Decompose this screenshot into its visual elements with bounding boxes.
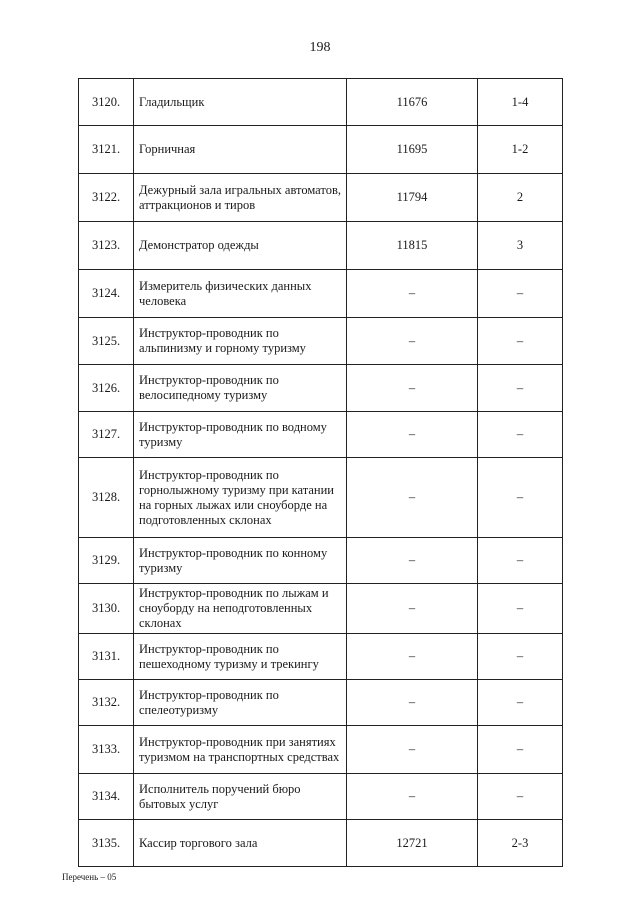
table-row (79, 774, 563, 820)
table-row (79, 174, 563, 222)
qualification-class: 1-2 (478, 126, 563, 174)
qualification-class: 1-4 (478, 79, 563, 126)
table-row (79, 222, 563, 270)
row-number: 3129. (79, 538, 134, 584)
qualification-class: – (478, 458, 563, 538)
qualification-class: – (478, 774, 563, 820)
qualification-class: – (478, 318, 563, 365)
table-row (79, 270, 563, 318)
profession-code: – (347, 584, 478, 634)
profession-name: Инструктор-проводник по альпинизму и горному туризму (134, 318, 347, 365)
profession-code: – (347, 634, 478, 680)
qualification-class: – (478, 412, 563, 458)
row-number: 3134. (79, 774, 134, 820)
table-row (79, 584, 563, 634)
profession-name: Дежурный зала игральных автоматов, аттракционов и тиров (134, 174, 347, 222)
row-number: 3128. (79, 458, 134, 538)
row-number: 3120. (79, 79, 134, 126)
row-number: 3122. (79, 174, 134, 222)
table-row (79, 538, 563, 584)
profession-name: Инструктор-проводник при занятиях туризмом на транспортных средствах (134, 726, 347, 774)
profession-code: – (347, 412, 478, 458)
qualification-class: – (478, 365, 563, 412)
profession-code: – (347, 774, 478, 820)
table-row (79, 318, 563, 365)
profession-name: Инструктор-проводник по лыжам и сноуборду на неподготовленных склонах (134, 584, 347, 634)
profession-code: – (347, 726, 478, 774)
qualification-class: – (478, 270, 563, 318)
row-number: 3126. (79, 365, 134, 412)
row-number: 3135. (79, 820, 134, 867)
profession-code: – (347, 365, 478, 412)
profession-name: Горничная (134, 126, 347, 174)
profession-name: Инструктор-проводник по спелеотуризму (134, 680, 347, 726)
table-row (79, 412, 563, 458)
profession-name: Измеритель физических данных человека (134, 270, 347, 318)
row-number: 3132. (79, 680, 134, 726)
table-row (79, 634, 563, 680)
row-number: 3125. (79, 318, 134, 365)
table-row (79, 458, 563, 538)
qualification-class: 3 (478, 222, 563, 270)
page-number: 198 (309, 40, 331, 55)
profession-name: Исполнитель поручений бюро бытовых услуг (134, 774, 347, 820)
profession-name: Демонстратор одежды (134, 222, 347, 270)
profession-code: – (347, 270, 478, 318)
profession-name: Гладильщик (134, 79, 347, 126)
row-number: 3133. (79, 726, 134, 774)
profession-code: – (347, 318, 478, 365)
table-row (79, 365, 563, 412)
table-row (79, 820, 563, 867)
profession-code: 11815 (347, 222, 478, 270)
qualification-class: 2-3 (478, 820, 563, 867)
qualification-class: – (478, 538, 563, 584)
profession-name: Инструктор-проводник по пешеходному туризму и трекингу (134, 634, 347, 680)
table-row (79, 126, 563, 174)
profession-code: – (347, 680, 478, 726)
profession-name: Кассир торгового зала (134, 820, 347, 867)
qualification-class: – (478, 634, 563, 680)
row-number: 3124. (79, 270, 134, 318)
profession-table (78, 78, 563, 867)
profession-code: 11794 (347, 174, 478, 222)
profession-name: Инструктор-проводник по водному туризму (134, 412, 347, 458)
table-row (79, 79, 563, 126)
profession-code: 11676 (347, 79, 478, 126)
profession-code: 12721 (347, 820, 478, 867)
row-number: 3130. (79, 584, 134, 634)
row-number: 3123. (79, 222, 134, 270)
profession-code: – (347, 458, 478, 538)
profession-name: Инструктор-проводник по конному туризму (134, 538, 347, 584)
profession-code: – (347, 538, 478, 584)
profession-name: Инструктор-проводник по горнолыжному туризму при катании на горных лыжах или сноуборде на подготовленных склонах (134, 458, 347, 538)
profession-name: Инструктор-проводник по велосипедному туризму (134, 365, 347, 412)
qualification-class: – (478, 680, 563, 726)
row-number: 3121. (79, 126, 134, 174)
qualification-class: – (478, 584, 563, 634)
table-row (79, 680, 563, 726)
qualification-class: – (478, 726, 563, 774)
qualification-class: 2 (478, 174, 563, 222)
table-row (79, 726, 563, 774)
profession-code: 11695 (347, 126, 478, 174)
row-number: 3127. (79, 412, 134, 458)
document-footer: Перечень – 05 (62, 872, 117, 882)
row-number: 3131. (79, 634, 134, 680)
